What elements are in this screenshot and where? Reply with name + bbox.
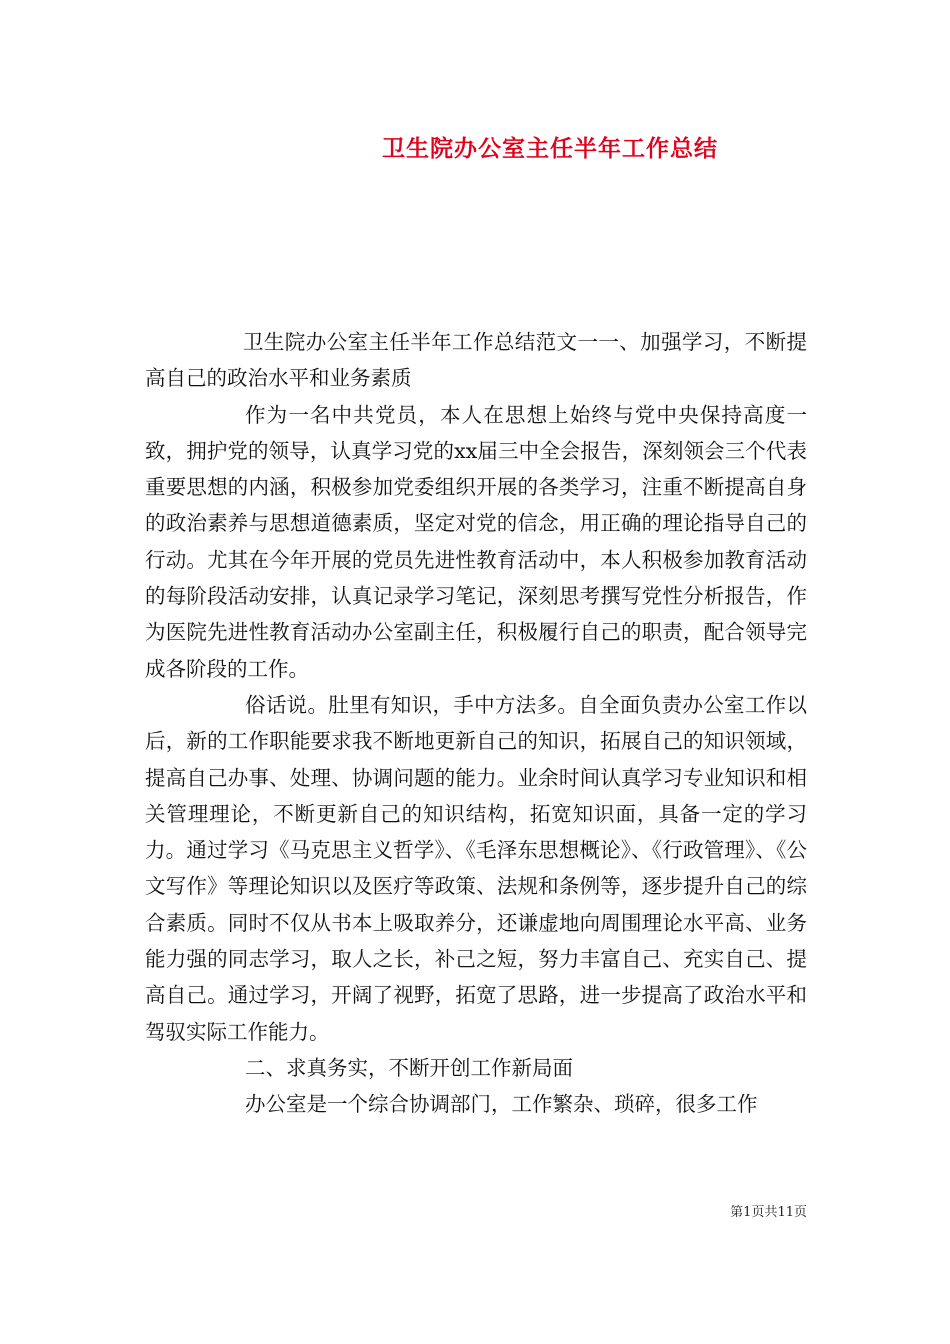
paragraph-2: 作为一名中共党员，本人在思想上始终与党中央保持高度一致，拥护党的领导，认真学习党的xx届三中全会报告，深刻领会三个代表重要思想的内涵，积极参加党委组织开展的各类学习，注重不断提高自身的政治素养与思想道德素质，坚定对党的信念，用正确的理论指导自己的行动。尤其在今年开展的党员先进性教育活动中，本人积极参加教育活动的每阶段活动安排，认真记录学习笔记，深刻思考撰写党性分析报告，作为医院先进性教育活动办公室副主任，积极履行自己的职责，配合领导完成各阶段的工作。 bbox=[145, 402, 807, 681]
paragraph-3: 俗话说。肚里有知识，手中方法多。自全面负责办公室工作以后，新的工作职能要求我不断地更新自己的知识，拓展自己的知识领域，提高自己办事、处理、协调问题的能力。业余时间认真学习专业知识和相关管理理论，不断更新自己的知识结构，拓宽知识面，具备一定的学习力。通过学习《马克思主义哲学》、《毛泽东思想概论》、《行政管理》、《公文写作》等理论知识以及医疗等政策、法规和条例等，逐步提升自己的综合素质。同时不仅从书本上吸取养分，还谦虚地向周围理论水平高、业务能力强的同志学习，取人之长，补己之短，努力丰富自己、充实自己、提高自己。通过学习，开阔了视野，拓宽了思路，进一步提高了政治水平和驾驭实际工作能力。 bbox=[145, 692, 807, 1044]
document-title: 卫生院办公室主任半年工作总结 bbox=[382, 135, 718, 162]
paragraph-1: 卫生院办公室主任半年工作总结范文一一、加强学习，不断提高自己的政治水平和业务素质 bbox=[145, 330, 807, 391]
document-body bbox=[145, 324, 807, 1123]
paragraph-4: 办公室是一个综合协调部门，工作繁杂、琐碎，很多工作 bbox=[245, 1092, 758, 1117]
section-heading-2: 二、求真务实，不断开创工作新局面 bbox=[245, 1055, 573, 1080]
page-number-footer: 第1页共11页 bbox=[730, 1205, 807, 1220]
